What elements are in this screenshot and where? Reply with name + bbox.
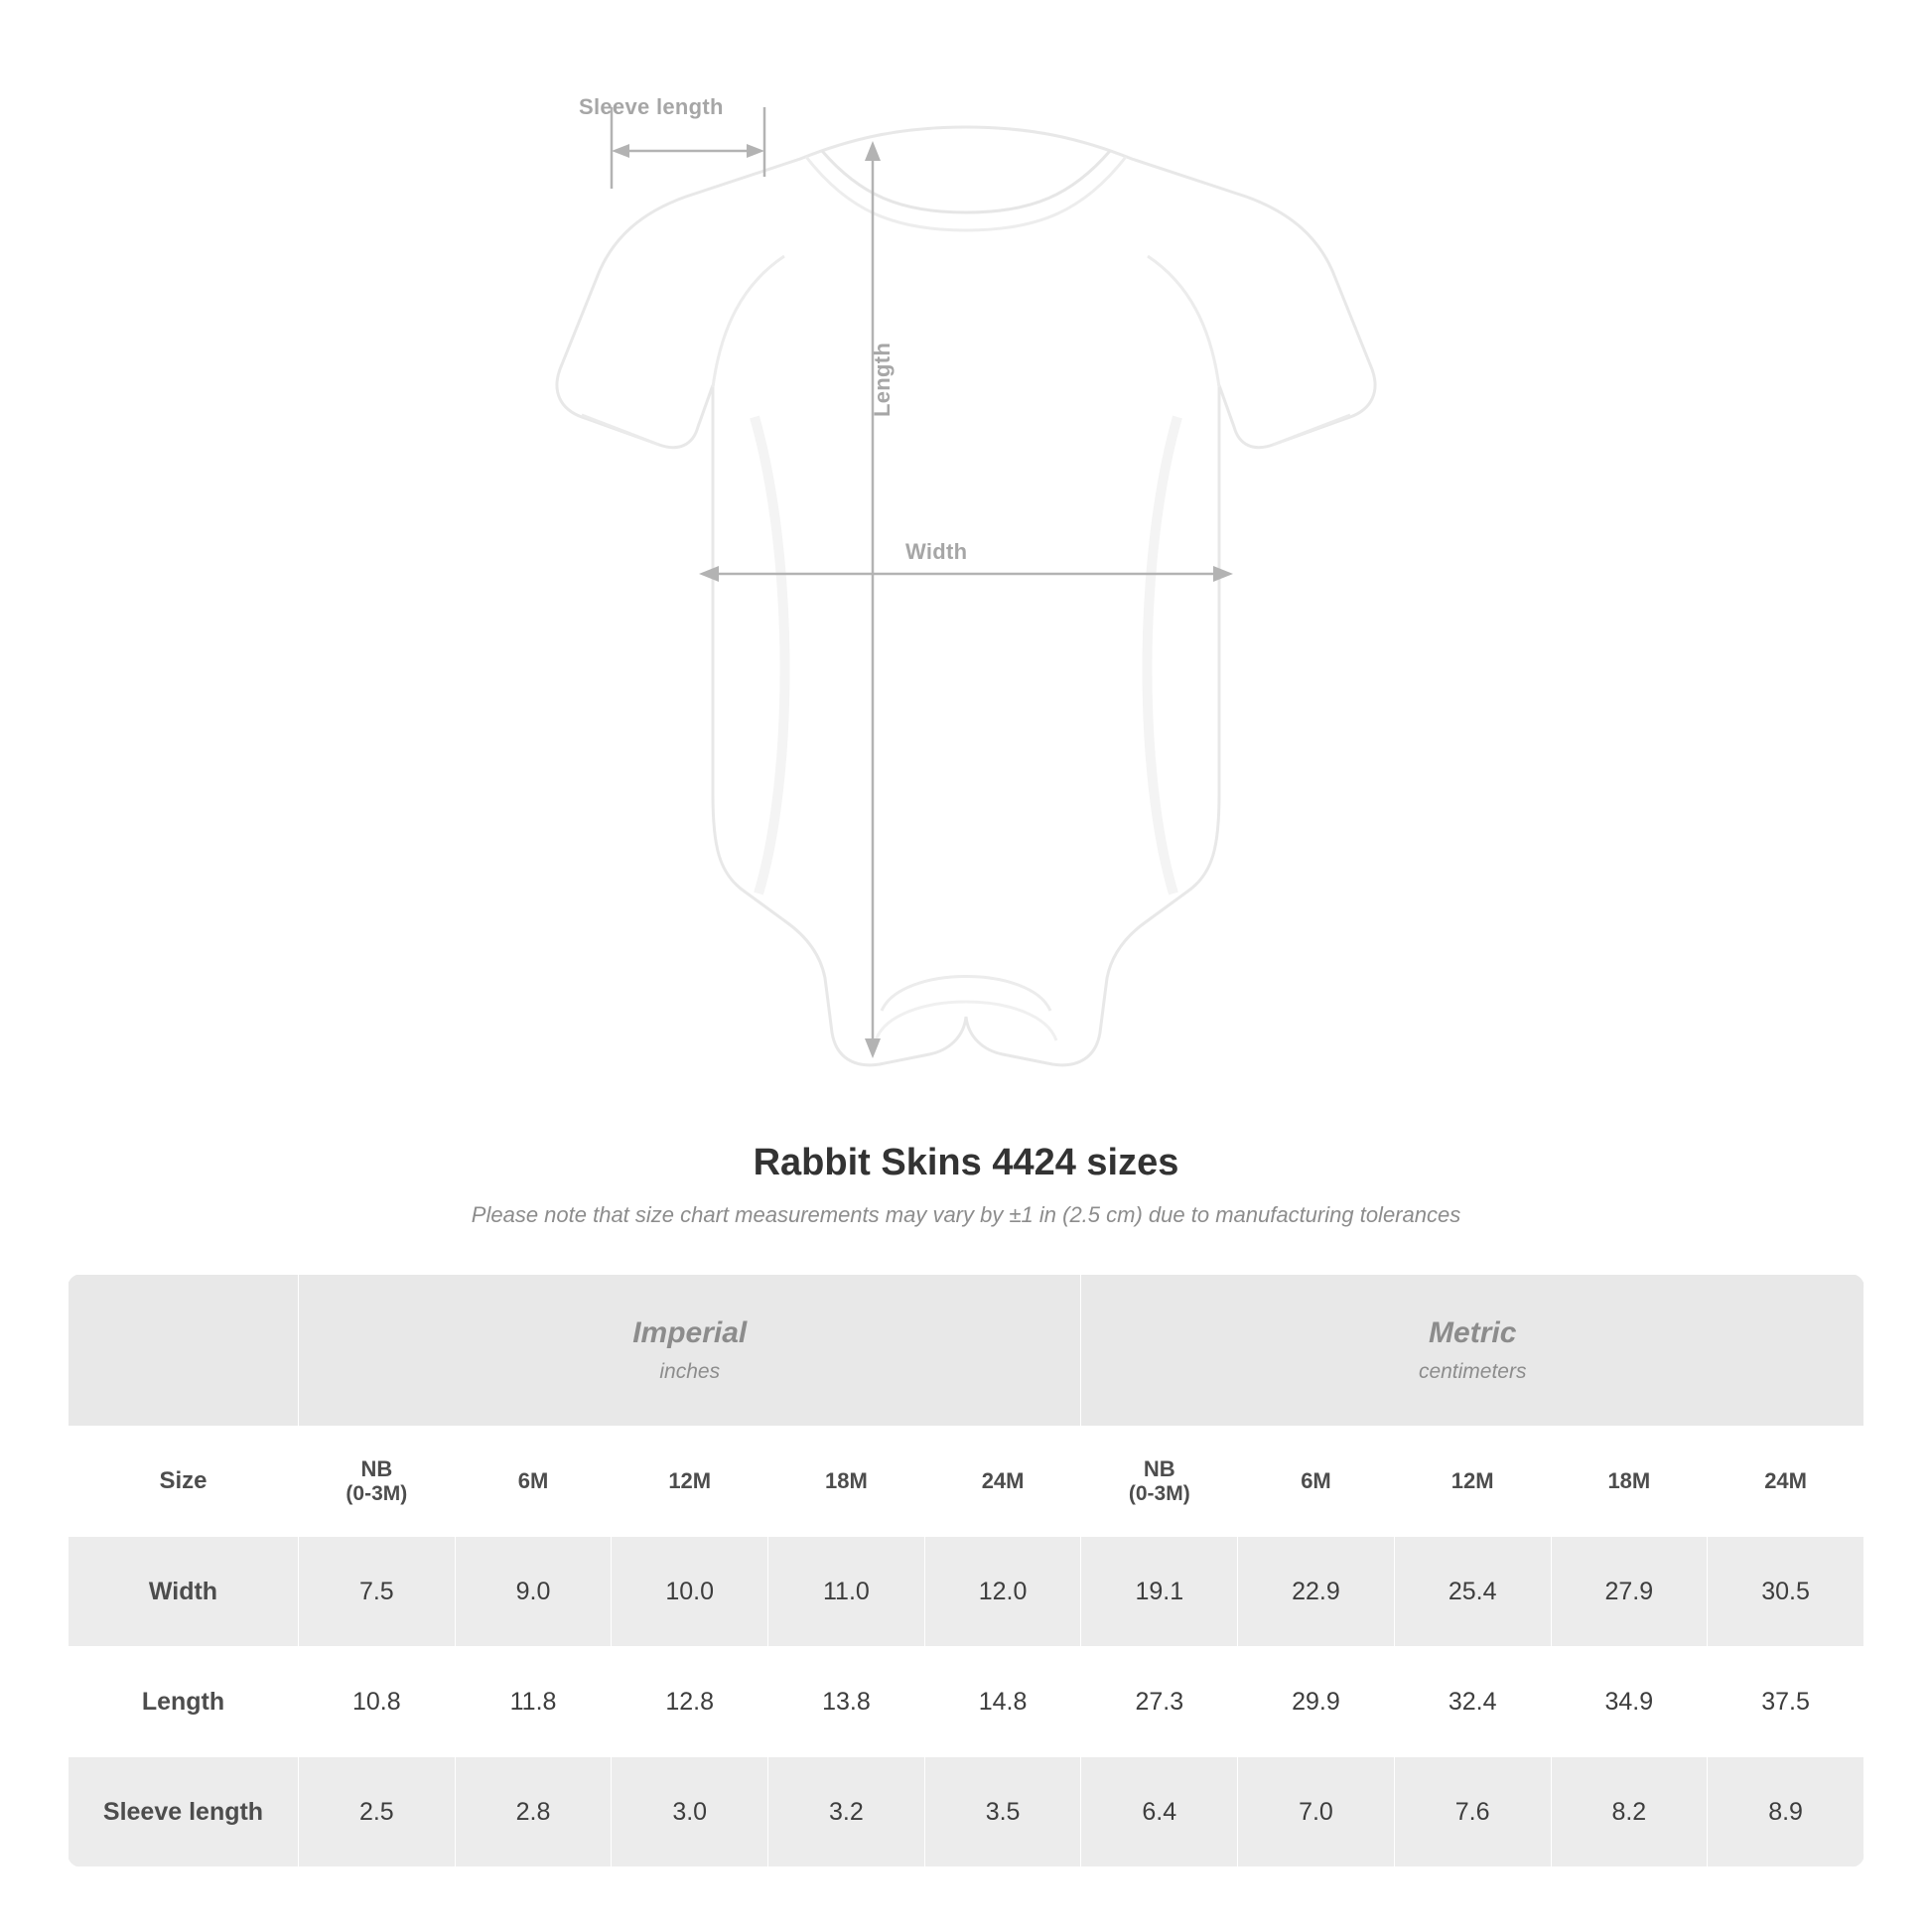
cell-sleeve-12m-metric: 7.6 [1394, 1757, 1551, 1867]
tolerance-note: Please note that size chart measurements may vary by ±1 in (2.5 cm) due to manufacturing tolerances [471, 1202, 1461, 1227]
cell-width-18m-metric: 27.9 [1551, 1537, 1708, 1647]
table-corner-cell [69, 1275, 299, 1427]
title-block [0, 1142, 1932, 1228]
cell-sleeve-12m-imperial: 3.0 [612, 1757, 768, 1867]
header-size-label: Size [69, 1427, 299, 1537]
header-col-nb-metric [1081, 1427, 1238, 1537]
size-table [68, 1274, 1864, 1867]
cell-sleeve-18m-metric: 8.2 [1551, 1757, 1708, 1867]
cell-sleeve-6m-imperial: 2.8 [455, 1757, 612, 1867]
cell-width-6m-imperial: 9.0 [455, 1537, 612, 1647]
cell-sleeve-24m-imperial: 3.5 [924, 1757, 1081, 1867]
header-col-24m-imperial: 24M [924, 1427, 1081, 1537]
cell-length-6m-metric: 29.9 [1238, 1647, 1395, 1757]
cell-length-nb-metric: 27.3 [1081, 1647, 1238, 1757]
unit-group-imperial [299, 1275, 1081, 1427]
row-label-length: Length [69, 1647, 299, 1757]
unit-group-metric [1081, 1275, 1864, 1427]
header-col-nb-imperial-sub: (0-3M) [345, 1482, 408, 1505]
cell-length-nb-imperial: 10.8 [299, 1647, 456, 1757]
header-col-6m-imperial: 6M [455, 1427, 612, 1537]
row-label-width: Width [69, 1537, 299, 1647]
cell-length-24m-metric: 37.5 [1708, 1647, 1864, 1757]
unit-group-row [69, 1275, 1864, 1427]
header-col-12m-metric: 12M [1394, 1427, 1551, 1537]
cell-width-24m-imperial: 12.0 [924, 1537, 1081, 1647]
sleeve-length-dimension-label: Sleeve length [579, 94, 724, 119]
cell-width-12m-imperial: 10.0 [612, 1537, 768, 1647]
cell-length-18m-imperial: 13.8 [768, 1647, 925, 1757]
unit-group-imperial-sub: inches [659, 1360, 721, 1383]
unit-group-metric-sub: centimeters [1418, 1360, 1527, 1383]
cell-width-nb-metric: 19.1 [1081, 1537, 1238, 1647]
cell-width-6m-metric: 22.9 [1238, 1537, 1395, 1647]
cell-length-12m-metric: 32.4 [1394, 1647, 1551, 1757]
header-col-18m-metric: 18M [1551, 1427, 1708, 1537]
header-col-24m-metric: 24M [1708, 1427, 1864, 1537]
cell-width-nb-imperial: 7.5 [299, 1537, 456, 1647]
cell-sleeve-6m-metric: 7.0 [1238, 1757, 1395, 1867]
table-row [69, 1647, 1864, 1757]
cell-sleeve-nb-metric: 6.4 [1081, 1757, 1238, 1867]
unit-group-metric-name: Metric [1429, 1316, 1517, 1349]
cell-width-12m-metric: 25.4 [1394, 1537, 1551, 1647]
cell-sleeve-nb-imperial: 2.5 [299, 1757, 456, 1867]
header-col-nb-imperial-label: NB [360, 1456, 393, 1481]
row-label-sleeve-length: Sleeve length [69, 1757, 299, 1867]
header-col-nb-metric-label: NB [1143, 1456, 1175, 1481]
header-col-18m-imperial: 18M [768, 1427, 925, 1537]
length-dimension-label: Length [870, 342, 895, 417]
cell-width-18m-imperial: 11.0 [768, 1537, 925, 1647]
cell-length-24m-imperial: 14.8 [924, 1647, 1081, 1757]
cell-length-6m-imperial: 11.8 [455, 1647, 612, 1757]
cell-length-12m-imperial: 12.8 [612, 1647, 768, 1757]
size-table-wrapper [68, 1274, 1864, 1867]
cell-sleeve-18m-imperial: 3.2 [768, 1757, 925, 1867]
width-dimension-label: Width [905, 539, 968, 564]
cell-length-18m-metric: 34.9 [1551, 1647, 1708, 1757]
cell-sleeve-24m-metric: 8.9 [1708, 1757, 1864, 1867]
cell-width-24m-metric: 30.5 [1708, 1537, 1864, 1647]
table-row [69, 1537, 1864, 1647]
header-col-6m-metric: 6M [1238, 1427, 1395, 1537]
page-title: Rabbit Skins 4424 sizes [753, 1142, 1179, 1183]
header-col-nb-metric-sub: (0-3M) [1128, 1482, 1190, 1505]
table-row [69, 1757, 1864, 1867]
header-col-nb-imperial [299, 1427, 456, 1537]
header-col-12m-imperial: 12M [612, 1427, 768, 1537]
table-header-row [69, 1427, 1864, 1537]
unit-group-imperial-name: Imperial [632, 1316, 748, 1349]
